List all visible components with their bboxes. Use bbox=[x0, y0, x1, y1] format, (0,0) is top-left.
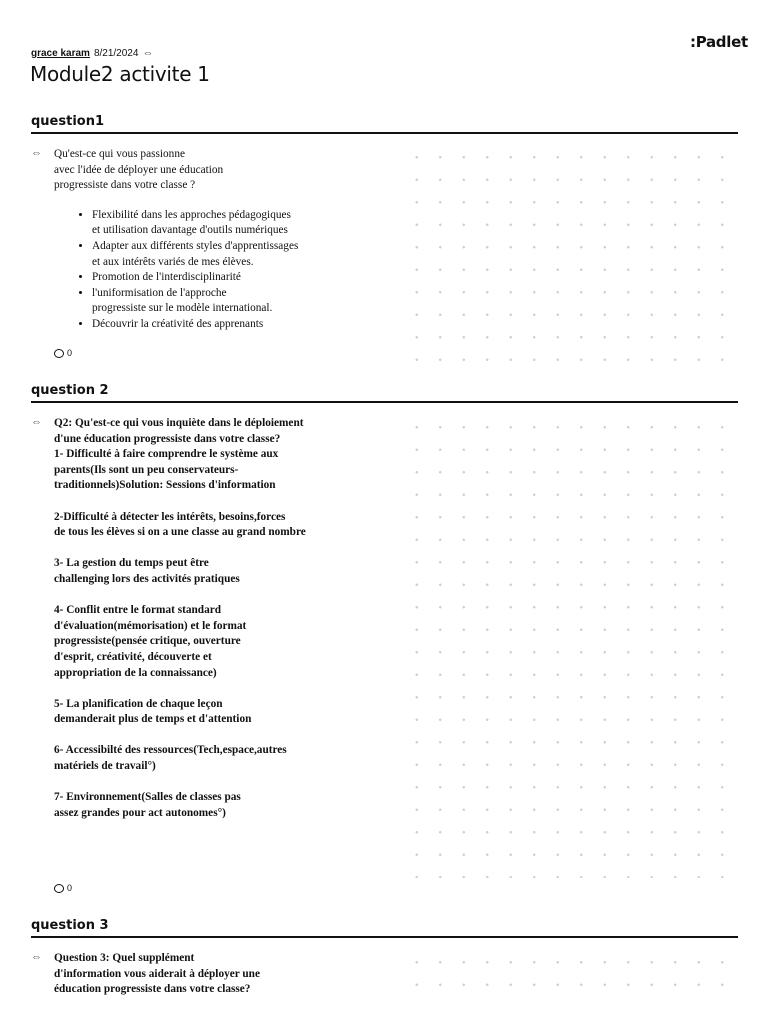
post-intro: Qu'est-ce qui vous passionne avec l'idée de déployer une éducation progressiste dans votre classe ? bbox=[54, 148, 224, 192]
post-meta bbox=[31, 47, 153, 59]
comment-bubble-icon bbox=[54, 349, 64, 358]
post-date: 8/21/2024 bbox=[93, 47, 139, 59]
post-paragraph: 6- Accessibilté des ressources(Tech,espace,autres matériels de travail°) bbox=[54, 744, 287, 773]
list-item: • Découvrir la créativité des apprenants bbox=[92, 317, 384, 333]
section-heading-question2: question 2 bbox=[31, 383, 738, 403]
post-paragraph: 2-Difficulté à détecter les intérêts, besoins,forces de tous les élèves si on a une classe au grand nombre bbox=[54, 510, 306, 539]
padlet-logo: :Padlet bbox=[690, 33, 748, 51]
dot-grid-background bbox=[405, 951, 735, 996]
comment-count: 0 bbox=[67, 883, 73, 893]
dot-grid-background bbox=[405, 416, 735, 878]
section-heading-question3: question 3 bbox=[31, 918, 738, 938]
post-paragraph: 7- Environnement(Salles de classes pas assez grandes pour act autonomes°) bbox=[54, 791, 241, 819]
link-icon[interactable]: ⇔ bbox=[31, 416, 42, 428]
comment-count-button[interactable] bbox=[54, 348, 72, 358]
bullet-list bbox=[92, 208, 384, 333]
comment-count: 0 bbox=[67, 348, 73, 358]
list-item: • Promotion de l'interdisciplinarité bbox=[92, 270, 384, 286]
section-heading-question1: question1 bbox=[31, 114, 738, 134]
link-icon[interactable]: ⇔ bbox=[31, 147, 42, 159]
list-item: • Flexibilité dans les approches pédagogiques et utilisation davantage d'outils numériques bbox=[92, 208, 384, 239]
link-icon[interactable]: ⇔ bbox=[142, 47, 154, 59]
list-item: • Adapter aux différents styles d'apprentissages et aux intérêts variés de mes élèves. bbox=[92, 239, 384, 270]
post-paragraph: Q2: Qu'est-ce qui vous inquiète dans le déploiement d'une éducation progressiste dans votre classe? 1- Difficulté à faire comprendre le système aux parents(Ils sont un peu conservateurs- traditionnels)Solution: Sessions d'information bbox=[54, 417, 304, 492]
post-paragraph: 3- La gestion du temps peut être challenging lors des activités pratiques bbox=[54, 557, 240, 585]
link-icon[interactable]: ⇔ bbox=[31, 951, 42, 963]
comment-count-button[interactable] bbox=[54, 883, 72, 893]
author-link[interactable]: grace karam bbox=[31, 47, 90, 59]
post-paragraph: Question 3: Quel supplément d'information vous aiderait à déployer une éducation progressiste dans votre classe? bbox=[54, 952, 260, 996]
post-paragraph: 4- Conflit entre le format standard d'évaluation(mémorisation) et le format progressiste(pensée critique, ouverture d'esprit, créativité, découverte et appropriation de la connaissance) bbox=[54, 604, 247, 679]
page-title: Module2 activite 1 bbox=[30, 62, 210, 86]
dot-grid-background bbox=[405, 146, 735, 376]
list-item: • l'uniformisation de l'approche progressiste sur le modèle international. bbox=[92, 286, 384, 317]
comment-bubble-icon bbox=[54, 884, 64, 893]
post-paragraph: 5- La planification de chaque leçon demanderait plus de temps et d'attention bbox=[54, 697, 252, 726]
